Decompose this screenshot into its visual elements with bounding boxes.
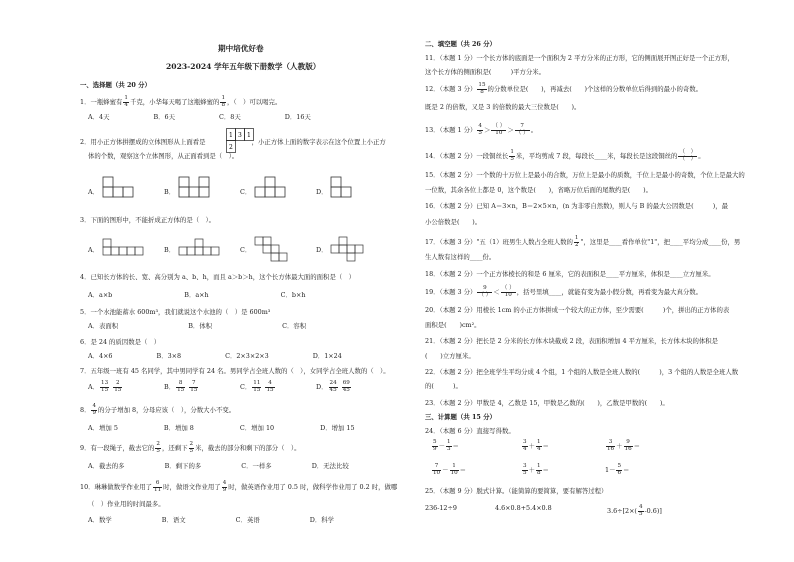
question-1: 1．一瓶蜂蜜有 $\frac{1}{4}$ 千克，小华每天喝了这瓶蜂蜜的 $\frac{1}{8}$ ，（ ）可以喝完。 xyxy=(80,95,282,108)
top-view-grid xyxy=(226,128,256,154)
question-21-line-1: 21．（本题 2 分）把长是 2 分米的长方体木块截成 2 段，表面积增加 4 平方厘米，长方体木块的体积是 xyxy=(425,337,719,345)
grid-number: 3 xyxy=(238,132,242,139)
grid-number: 1 xyxy=(229,132,233,139)
option-d[interactable]: D． $\frac{24}{45}$ $\frac{69}{45}$ xyxy=(316,380,350,393)
question-7: 7．五年级一班有 45 名同学，其中男同学有 24 名。男同学占全班人数的（ ），女同学占全班人数的（ ）。 xyxy=(80,367,390,375)
question-22-line-2: 的( )。 xyxy=(425,382,462,390)
calc-item: $\frac{7}{10}$ － $\frac{1}{10}$ ＝ xyxy=(433,463,467,476)
option-b[interactable]: B．6天 xyxy=(153,113,176,121)
options-q4 xyxy=(88,292,305,299)
option-c[interactable]: C．2×3×2×3 xyxy=(225,352,269,360)
option-c[interactable]: C．增加 10 xyxy=(239,424,275,432)
question-18: 18．（本题 2 分）一个正方体棱长的和是 6 厘米，它的表面积是____平方厘米，体积是____立方厘米。 xyxy=(425,270,715,278)
front-view-figure-c xyxy=(254,176,286,200)
option-c[interactable]: C．容积 xyxy=(282,322,307,330)
option-b[interactable]: B．体积 xyxy=(188,322,213,330)
option-c[interactable]: C． $\frac{11}{15}$ $\frac{4}{15}$ xyxy=(240,380,274,393)
question-16-line-1: 16．（本题 2 分）已知 A＝3×n，B＝2×5×n，(n 为非零自然数)，则人与 B 的最大公因数是( )，最 xyxy=(425,202,729,210)
fraction: $\frac{4}{9}$ xyxy=(92,403,97,416)
fraction: $\frac{4}{9}$ xyxy=(222,480,227,493)
calc-item: $\frac{3}{5}$ ＋ $\frac{1}{8}$ ＝ xyxy=(523,463,549,476)
question-20-line-2: 面积是( )cm²。 xyxy=(425,321,481,329)
option-a[interactable]: A．4天 xyxy=(88,113,110,121)
option-a[interactable]: A． xyxy=(88,246,100,254)
options-q5 xyxy=(88,323,306,330)
calc-item: 3.6÷[2×( $\frac{4}{5}$ -0.6)] xyxy=(607,504,662,517)
question-17-line-1: 17．（本题 3 分）"五（1）班男生人数占全班人数的 $\frac{1}{2}$ "，这里是____看作单位"1"，把____平均分成____份，男 xyxy=(425,235,741,248)
option-c[interactable]: C．英语 xyxy=(235,516,260,524)
fraction: $\frac{1}{8}$ xyxy=(221,95,226,108)
options-q8 xyxy=(88,425,355,432)
option-b[interactable]: B．a×h xyxy=(184,291,209,299)
front-view-figure-d xyxy=(330,176,362,200)
question-11-line-2: 这个长方体的侧面积是( )平方分米。 xyxy=(425,68,546,76)
option-d[interactable]: D．无法比较 xyxy=(311,462,349,470)
calc-item: 4.6×0.8+5.4×0.8 xyxy=(495,504,552,512)
option-d[interactable]: D．1×24 xyxy=(312,352,342,360)
question-14: 14．（本题 2 分）一段铜丝长 $\frac{1}{5}$ 米，平均剪成 7 段，每段长____米，每段长是这段铜丝的 $\frac{( )}{( )}$ 。 xyxy=(425,149,705,162)
option-a[interactable]: A．a×b xyxy=(88,291,113,299)
question-19: 19．（本题 3 分） $\frac{9}{( )}$ ＜ $\frac{( )}{10}$ ，括号里填____，就能有变为最小假分数，再看变为最大真分数。 xyxy=(425,285,703,298)
question-11-line-1: 11．（本题 1 分）一个长方体的底面是一个面积为 2 平方分米的正方形，它的侧面展开图正好是一个正方形， xyxy=(425,54,734,62)
question-5: 5．一个水池能蓄水 600m³，我们就说这个水池的（ ）是 600m³ xyxy=(80,308,271,316)
fraction: $\frac{15}{8}$ xyxy=(478,82,486,95)
calc-item: 1－ $\frac{5}{6}$ ＝ xyxy=(605,463,630,476)
question-4: 4．已知长方体的长、宽、高分别为 a、b、h，而且 a＞b＞h，这个长方体最大面的面积是（ ） xyxy=(80,273,356,281)
fraction: $\frac{2}{5}$ xyxy=(189,441,194,454)
option-b[interactable]: B． $\frac{8}{15}$ $\frac{7}{15}$ xyxy=(164,380,198,393)
option-b[interactable]: B． xyxy=(164,188,176,196)
question-2-line-1: 2．用小正方体拼摆成的立体图形从上面看是 ，小正方体上面的数字表示在这个位置上小正方 xyxy=(80,138,386,146)
option-c[interactable]: C．b×h xyxy=(280,291,306,299)
paper-subtitle: 2023-2024 学年五年级下册数学（人教版） xyxy=(166,62,321,71)
calc-item: $\frac{5}{9}$ － $\frac{1}{3}$ ＝ xyxy=(433,439,459,452)
net-figure-a xyxy=(102,238,148,262)
options-q9 xyxy=(88,463,349,470)
question-12-line-1: 12．（本题 3 分） $\frac{15}{8}$ 的分数单位是( )，再减去( )个这样的分数单位后得到的最小的奇数。 xyxy=(425,82,703,95)
option-d[interactable]: D． xyxy=(316,246,328,254)
option-c[interactable]: C．一样多 xyxy=(241,462,272,470)
option-a[interactable]: A．截去的多 xyxy=(88,462,125,470)
options-q6 xyxy=(88,353,342,360)
net-figure-c xyxy=(254,236,294,264)
question-22-line-1: 22．（本题 2 分）把全班学生平均分成 4 个组，1 个组的人数是全班人数的( )，3 个组的人数是全班人数 xyxy=(425,368,739,376)
option-b[interactable]: B．剩下的多 xyxy=(164,462,202,470)
option-c[interactable]: C． xyxy=(240,188,252,196)
option-c[interactable]: C． xyxy=(240,246,252,254)
option-b[interactable]: B．增加 8 xyxy=(163,424,194,432)
option-a[interactable]: A．表面积 xyxy=(88,322,119,330)
calc-item: $\frac{3}{16}$ ＋ $\frac{9}{16}$ ＝ xyxy=(607,439,641,452)
front-view-figure-a xyxy=(102,176,134,200)
calc-item: 236-12÷9 xyxy=(425,504,457,512)
question-15-line-2: 一位数，其余各位上都是 0，这个数是( )，省略万位后面的尾数约是( )。 xyxy=(425,186,652,194)
section-calc: 三、计算题（共 15 分） xyxy=(425,413,496,421)
front-view-figure-b xyxy=(178,176,210,200)
option-d[interactable]: D．增加 15 xyxy=(320,424,355,432)
option-d[interactable]: D． xyxy=(316,188,328,196)
fraction: $\frac{6}{11}$ xyxy=(154,480,162,493)
question-6: 6．是 24 的质因数是（ ） xyxy=(80,338,161,346)
question-8: 8． $\frac{4}{9}$ 的分子增加 8，分母应该（ ），分数大小不变。 xyxy=(80,403,236,416)
question-2-line-2: 体的个数，观察这个立体图形，从正面看到是（ ）。 xyxy=(88,152,239,160)
question-23: 23．（本题 2 分）甲数是 4，乙数是 15，甲数是乙数的( )，乙数是甲数的( )。 xyxy=(425,399,669,407)
question-15-line-1: 15．（本题 2 分）一个数的十万位上是最小的合数，万位上是最小的质数，千位上是最小的奇数，个位上是最大的 xyxy=(425,171,745,179)
option-b[interactable]: B． xyxy=(164,246,176,254)
section-choice: 一、选择题（共 20 分） xyxy=(80,81,151,89)
net-figure-d xyxy=(330,236,370,264)
question-10-line-2: （ ）作业用的时间最多。 xyxy=(88,500,165,508)
option-a[interactable]: A．数学 xyxy=(88,516,112,524)
question-3: 3．下面的图形中，不能折成正方体的是（ ）。 xyxy=(80,216,216,224)
question-20-line-1: 20．（本题 2 分）用棱长 1cm 的小正方体拼成一个较大的正方体，至少需要( )个，拼出的正方体的表 xyxy=(425,306,730,314)
question-24: 24．（本题 6 分）直接写得数。 xyxy=(425,427,515,435)
option-d[interactable]: D．科学 xyxy=(309,516,335,524)
calc-item: $\frac{3}{4}$ ＋ $\frac{1}{4}$ ＝ xyxy=(523,439,549,452)
option-a[interactable]: A． $\frac{13}{15}$ $\frac{2}{15}$ xyxy=(88,380,122,393)
question-10-line-1: 10．琳琳做数学作业用了 $\frac{6}{11}$ 时，做语文作业用了 $\frac{4}{9}$ 时，做英语作业用了 0.5 时，做科学作业用了 0.2 时，做哪 xyxy=(80,480,398,493)
question-25: 25．（本题 9 分）脱式计算。（能简算的要简算，要有解答过程） xyxy=(425,487,608,495)
section-fill: 二、填空题（共 26 分） xyxy=(425,40,496,48)
question-9: 9．有一段绳子，截去它的 $\frac{2}{5}$ ，还剩下 $\frac{2}{5}$ 米，截去的部分和剩下的部分（ ）。 xyxy=(80,441,301,454)
question-16-line-2: 小公倍数是( )。 xyxy=(425,218,482,226)
question-13: 13．（本题 1 分） $\frac{4}{5}$ ＞ $\frac{( )}{10}$ ＞ $\frac{7}{( )}$ 。 xyxy=(425,123,538,136)
fraction: $\frac{2}{5}$ xyxy=(156,441,160,454)
option-d[interactable]: D．16天 xyxy=(284,113,311,121)
question-12-line-2: 既是 2 的倍数，又是 3 的倍数的最大三位数是( )。 xyxy=(425,103,581,111)
grid-number: 1 xyxy=(247,132,251,139)
question-17-line-2: 生人数有这样的____份。 xyxy=(425,253,496,261)
option-a[interactable]: A．增加 5 xyxy=(88,424,118,432)
question-21-line-2: ( )立方厘米。 xyxy=(425,352,475,360)
option-a[interactable]: A．4×6 xyxy=(88,352,113,360)
paper-title: 期中培优好卷 xyxy=(218,44,264,53)
option-b[interactable]: B．语文 xyxy=(161,516,186,524)
option-b[interactable]: B．3×8 xyxy=(156,352,182,360)
net-figure-b xyxy=(178,238,224,262)
option-c[interactable]: C．8天 xyxy=(219,113,241,121)
grid-number: 2 xyxy=(229,144,233,151)
options-q1 xyxy=(88,114,311,121)
fraction: $\frac{1}{4}$ xyxy=(124,95,128,108)
option-a[interactable]: A． xyxy=(88,188,100,196)
options-q10 xyxy=(88,517,334,524)
